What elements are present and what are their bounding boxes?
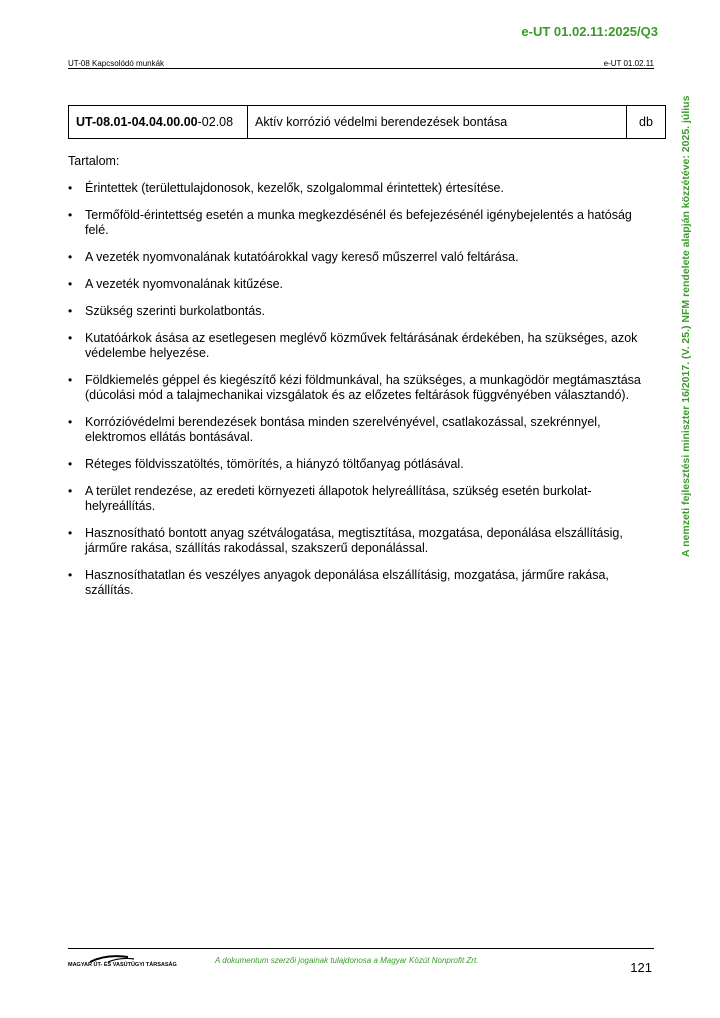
organization-logo-text: MAGYAR ÚT- ÉS VASÚTÜGYI TÁRSASÁG bbox=[68, 962, 177, 968]
list-item-text: A terület rendezése, az eredeti környezeti állapotok helyreállítása, szükség esetén burkolat-helyreállítás. bbox=[85, 484, 592, 513]
content-list bbox=[68, 181, 658, 610]
list-item-text: Korrózióvédelmi berendezések bontása minden szerelvényével, csatlakozással, szekrénnyel, elektromos ellátás bontásával. bbox=[85, 415, 601, 444]
list-item-text: Földkiemelés géppel és kiegészítő kézi földmunkával, ha szükséges, a munkagödör megtámasztása (dúcolási mód a talajmechanikai vizsgálatok és az előzetes feltárások függvényében választandó). bbox=[85, 373, 641, 402]
list-item bbox=[68, 208, 658, 238]
item-code bbox=[69, 106, 248, 139]
list-item-text: Hasznosíthatatlan és veszélyes anyagok deponálása elszállításig, mozgatása, járműre rakása, szállítás. bbox=[85, 568, 609, 597]
list-item bbox=[68, 526, 658, 556]
list-item bbox=[68, 250, 658, 265]
list-item bbox=[68, 373, 658, 403]
bullet-icon: • bbox=[68, 304, 73, 318]
list-item-text: Érintettek (területtulajdonosok, kezelők, szolgalommal érintettek) értesítése. bbox=[85, 181, 504, 195]
list-item-text: Hasznosítható bontott anyag szétválogatása, megtisztítása, mozgatása, deponálása elszállításig, járműre rakása, szállítás rakodással, szakszerű deponálással. bbox=[85, 526, 623, 555]
item-code-suffix: -02.08 bbox=[197, 115, 234, 129]
list-item bbox=[68, 457, 658, 472]
bullet-icon: • bbox=[68, 250, 73, 264]
document-reference: e-UT 01.02.11 bbox=[603, 59, 654, 68]
bullet-icon: • bbox=[68, 373, 73, 387]
item-unit: db bbox=[627, 106, 666, 139]
list-item-text: Termőföld-érintettség esetén a munka megkezdésénél és befejezésénél igénybejelentés a hatóság felé. bbox=[85, 208, 632, 237]
list-item-text: Szükség szerinti burkolatbontás. bbox=[85, 304, 265, 318]
list-item bbox=[68, 331, 658, 361]
bullet-icon: • bbox=[68, 208, 73, 222]
item-code-main: UT-08.01-04.04.00.00 bbox=[76, 115, 198, 129]
item-title: Aktív korrózió védelmi berendezések bontása bbox=[248, 106, 627, 139]
bullet-icon: • bbox=[68, 526, 73, 540]
list-item bbox=[68, 181, 658, 196]
footer-divider bbox=[68, 948, 654, 949]
list-item-text: A vezeték nyomvonalának kutatóárokkal vagy kereső műszerrel való feltárása. bbox=[85, 250, 519, 264]
item-row bbox=[69, 106, 666, 139]
header-divider bbox=[68, 68, 654, 69]
list-item-text: Réteges földvisszatöltés, tömörítés, a hiányzó töltőanyag pótlásával. bbox=[85, 457, 464, 471]
bullet-icon: • bbox=[68, 415, 73, 429]
section-title: UT-08 Kapcsolódó munkák bbox=[68, 59, 165, 68]
copyright-note: A dokumentum szerzői jogainak tulajdonosa a Magyar Közút Nonprofit Zrt. bbox=[215, 956, 479, 965]
publication-note-text: A nemzeti fejlesztési miniszter 16/2017. (V. 25.) NFM rendelete alapján közzétéve: 2025. július bbox=[680, 96, 692, 558]
bullet-icon: • bbox=[68, 277, 73, 291]
bullet-icon: • bbox=[68, 568, 73, 582]
list-item bbox=[68, 415, 658, 445]
list-item bbox=[68, 304, 658, 319]
bullet-icon: • bbox=[68, 331, 73, 345]
bullet-icon: • bbox=[68, 484, 73, 498]
list-item bbox=[68, 568, 658, 598]
document-code: e-UT 01.02.11:2025/Q3 bbox=[521, 24, 658, 39]
item-table bbox=[68, 105, 666, 139]
list-item bbox=[68, 277, 658, 292]
content-heading: Tartalom: bbox=[68, 154, 120, 168]
list-item-text: A vezeték nyomvonalának kitűzése. bbox=[85, 277, 284, 291]
page-number: 121 bbox=[630, 960, 652, 975]
bullet-icon: • bbox=[68, 457, 73, 471]
list-item bbox=[68, 484, 658, 514]
list-item-text: Kutatóárkok ásása az esetlegesen meglévő közművek feltárásának érdekében, ha szükséges, azok védelembe helyezése. bbox=[85, 331, 638, 360]
publication-note bbox=[676, 96, 696, 630]
bullet-icon: • bbox=[68, 181, 73, 195]
